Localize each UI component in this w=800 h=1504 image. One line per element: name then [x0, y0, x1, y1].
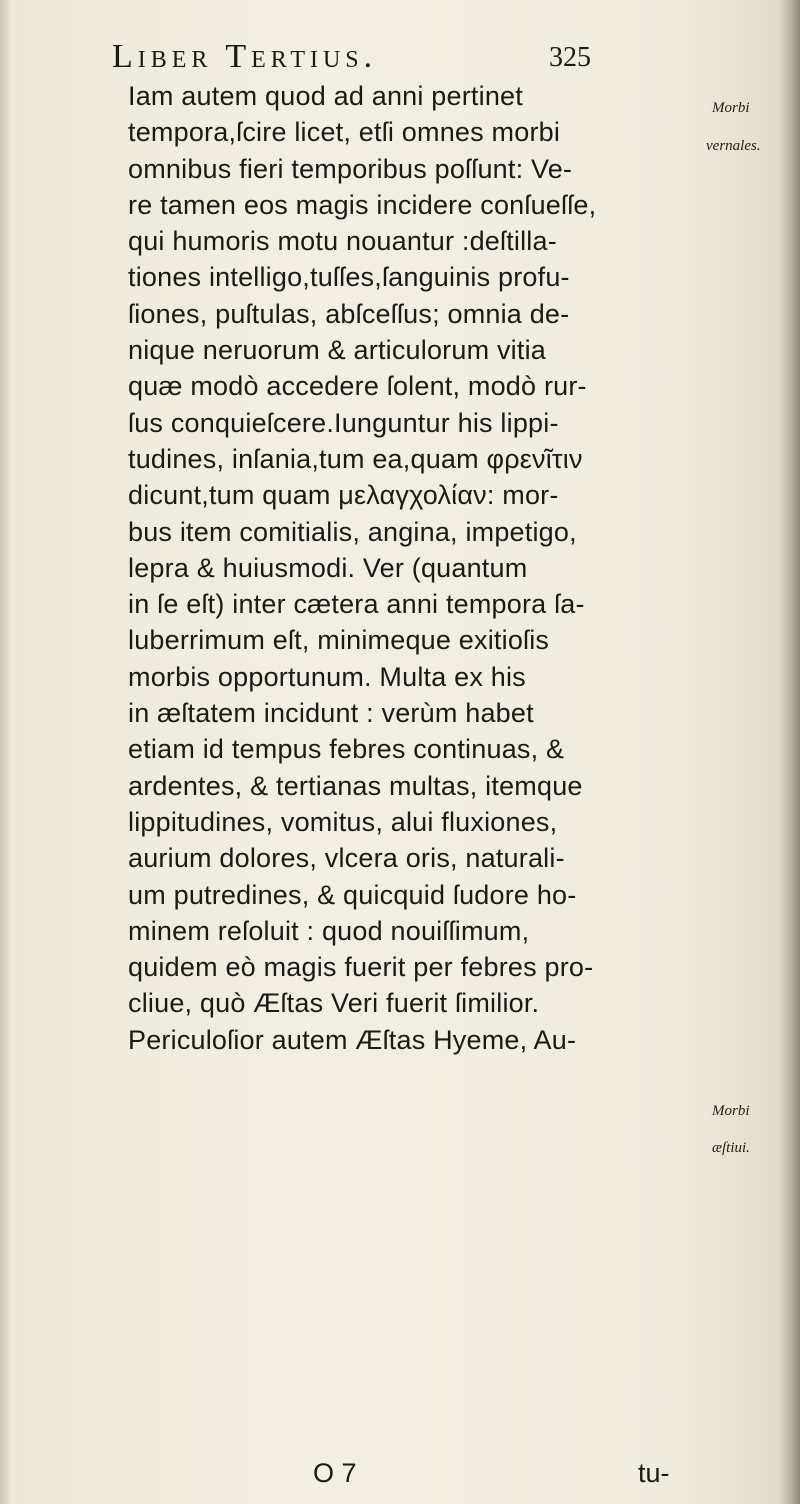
text-line: cliue, quò Æſtas Veri fuerit ſimilior. — [128, 988, 540, 1019]
marginal-note: æſtiui. — [712, 1140, 750, 1156]
text-line: dicunt,tum quam μελαγχολίαν: mor- — [128, 480, 559, 511]
text-line: Iam autem quod ad anni pertinet — [128, 81, 523, 111]
running-head: Liber Tertius. — [112, 38, 378, 75]
text-line: nique neruorum & articulorum vitia — [128, 335, 546, 366]
text-line: bus item comitialis, angina, impetigo, — [128, 516, 577, 547]
text-line: luberrimum eſt, minimeque exitioſis — [128, 625, 550, 656]
text-line: etiam id tempus febres continuas, & — [128, 734, 565, 765]
text-line: omnibus fieri temporibus poſſunt: Ve- — [128, 153, 573, 184]
text-line: in æſtatem incidunt : verùm habet — [128, 698, 534, 729]
text-line: ardentes, & tertianas multas, itemque — [128, 770, 583, 801]
marginal-note: Morbi — [712, 100, 750, 116]
marginal-note: Morbi — [712, 1103, 750, 1119]
page-number: 325 — [549, 42, 591, 73]
text-line: um putredines, & quicquid ſudore ho- — [128, 879, 577, 910]
text-line: quæ modò accedere ſolent, modò rur- — [128, 371, 587, 402]
gutter-shadow — [0, 0, 12, 1504]
text-line: re tamen eos magis incidere conſueſſe, — [128, 189, 597, 220]
page-footer — [0, 1458, 800, 1494]
text-line: quidem eò magis fuerit per febres pro- — [128, 952, 594, 983]
text-line: lepra & huiusmodi. Ver (quantum — [128, 552, 528, 583]
text-line: tudines, inſania,tum ea,quam φρενῖτιν — [128, 443, 583, 474]
text-line: aurium dolores, vlcera oris, naturali- — [128, 843, 565, 874]
marginal-note: vernales. — [706, 138, 761, 154]
text-line: lippitudines, vomitus, alui fluxiones, — [128, 806, 558, 837]
catchword: tu- — [638, 1458, 670, 1488]
text-line: in ſe eſt) inter cætera anni tempora ſa- — [128, 589, 585, 620]
text-line: ſiones, puſtulas, abſceſſus; omnia de- — [128, 298, 570, 329]
page-header — [112, 38, 652, 82]
text-line: tempora,ſcire licet, etſi omnes morbi — [128, 117, 561, 148]
body-text — [128, 78, 740, 1058]
text-line: tiones intelligo,tuſſes,ſanguinis profu- — [128, 262, 570, 293]
text-line: qui humoris motu nouantur :deſtilla- — [128, 226, 557, 257]
text-line: Periculoſior autem Æſtas Hyeme, Au- — [128, 1024, 577, 1055]
signature-mark: O 7 — [313, 1458, 357, 1488]
text-line: morbis opportunum. Multa ex his — [128, 661, 526, 692]
text-line: ſus conquieſcere.Iunguntur his lippi- — [128, 407, 559, 438]
text-line: minem reſoluit : quod nouiſſimum, — [128, 915, 530, 946]
page-edge-shadow — [778, 0, 800, 1504]
